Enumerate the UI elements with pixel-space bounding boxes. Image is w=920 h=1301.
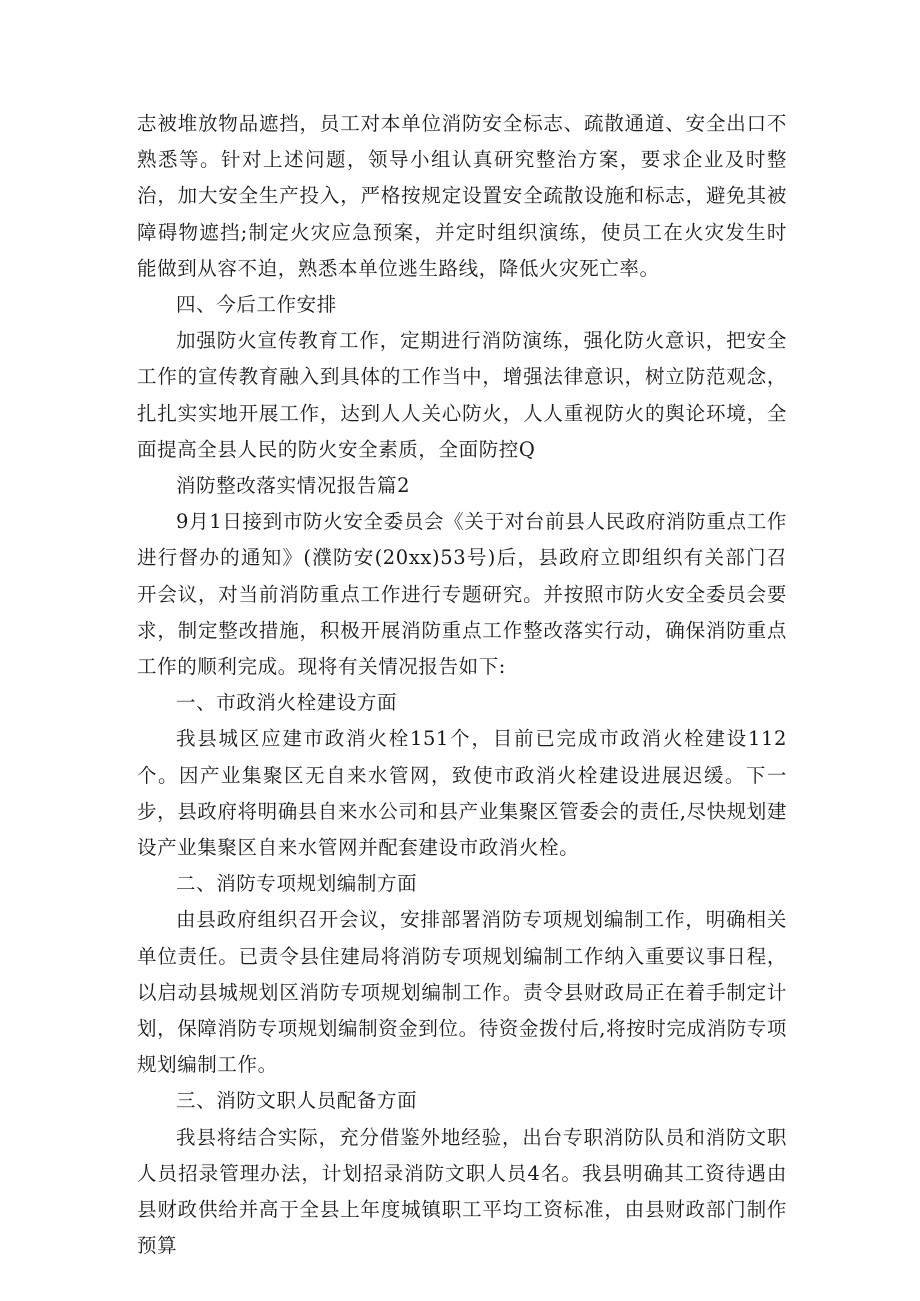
paragraph-future-work: 加强防火宣传教育工作，定期进行消防演练，强化防火意识，把安全工作的宣传教育融入到具体的工作当中，增强法律意识，树立防范观念，扎扎实实地开展工作，达到人人关心防火，人人重视防火的舆论环境，全面提高全县人民的防火安全素质，全面防控Q [137,329,787,461]
section-heading-planning: 二、消防专项规划编制方面 [176,872,418,896]
section-heading-hydrants: 一、市政消火栓建设方面 [176,691,398,715]
paragraph-hydrants: 我县城区应建市政消火栓151个，目前已完成市政消火栓建设112个。因产业集聚区无自来水管网，致使市政消火栓建设进展迟缓。下一步，县政府将明确县自来水公司和县产业集聚区管委会的责任,尽快规划建设产业集聚区自来水管网并配套建设市政消火栓。 [137,727,787,860]
report-title-part-2: 消防整改落实情况报告篇2 [176,474,411,498]
section-heading-future-work: 四、今后工作安排 [176,293,337,317]
paragraph-fire-safety-issues: 志被堆放物品遮挡，员工对本单位消防安全标志、疏散通道、安全出口不熟悉等。针对上述问题，领导小组认真研究整治方案，要求企业及时整治，加大安全生产投入，严格按规定设置安全疏散设施和标志，避免其被障碍物遮挡;制定火灾应急预案，并定时组织演练，使员工在火灾发生时能做到从容不迫，熟悉本单位逃生路线，降低火灾死亡率。 [137,112,787,280]
section-heading-staffing: 三、消防文职人员配备方面 [176,1089,418,1113]
paragraph-planning: 由县政府组织召开会议，安排部署消防专项规划编制工作，明确相关单位责任。已责令县住建局将消防专项规划编制工作纳入重要议事日程，以启动县城规划区消防专项规划编制工作。责令县财政局正在着手制定计划，保障消防专项规划编制资金到位。待资金拨付后,将按时完成消防专项规划编制工作。 [137,908,787,1077]
paragraph-report-intro: 9月1日接到市防火安全委员会《关于对台前县人民政府消防重点工作进行督办的通知》(濮防安(20xx)53号)后，县政府立即组织有关部门召开会议，对当前消防重点工作进行专题研究。并按照市防火安全委员会要求，制定整改措施，积极开展消防重点工作整改落实行动，确保消防重点工作的顺利完成。现将有关情况报告如下: [137,510,787,679]
paragraph-staffing: 我县将结合实际，充分借鉴外地经验，出台专职消防队员和消防文职人员招录管理办法，计划招录消防文职人员4名。我县明确其工资待遇由县财政供给并高于全县上年度城镇职工平均工资标准，由县财政部门制作预算 [137,1125,787,1258]
document-body [137,106,787,1265]
